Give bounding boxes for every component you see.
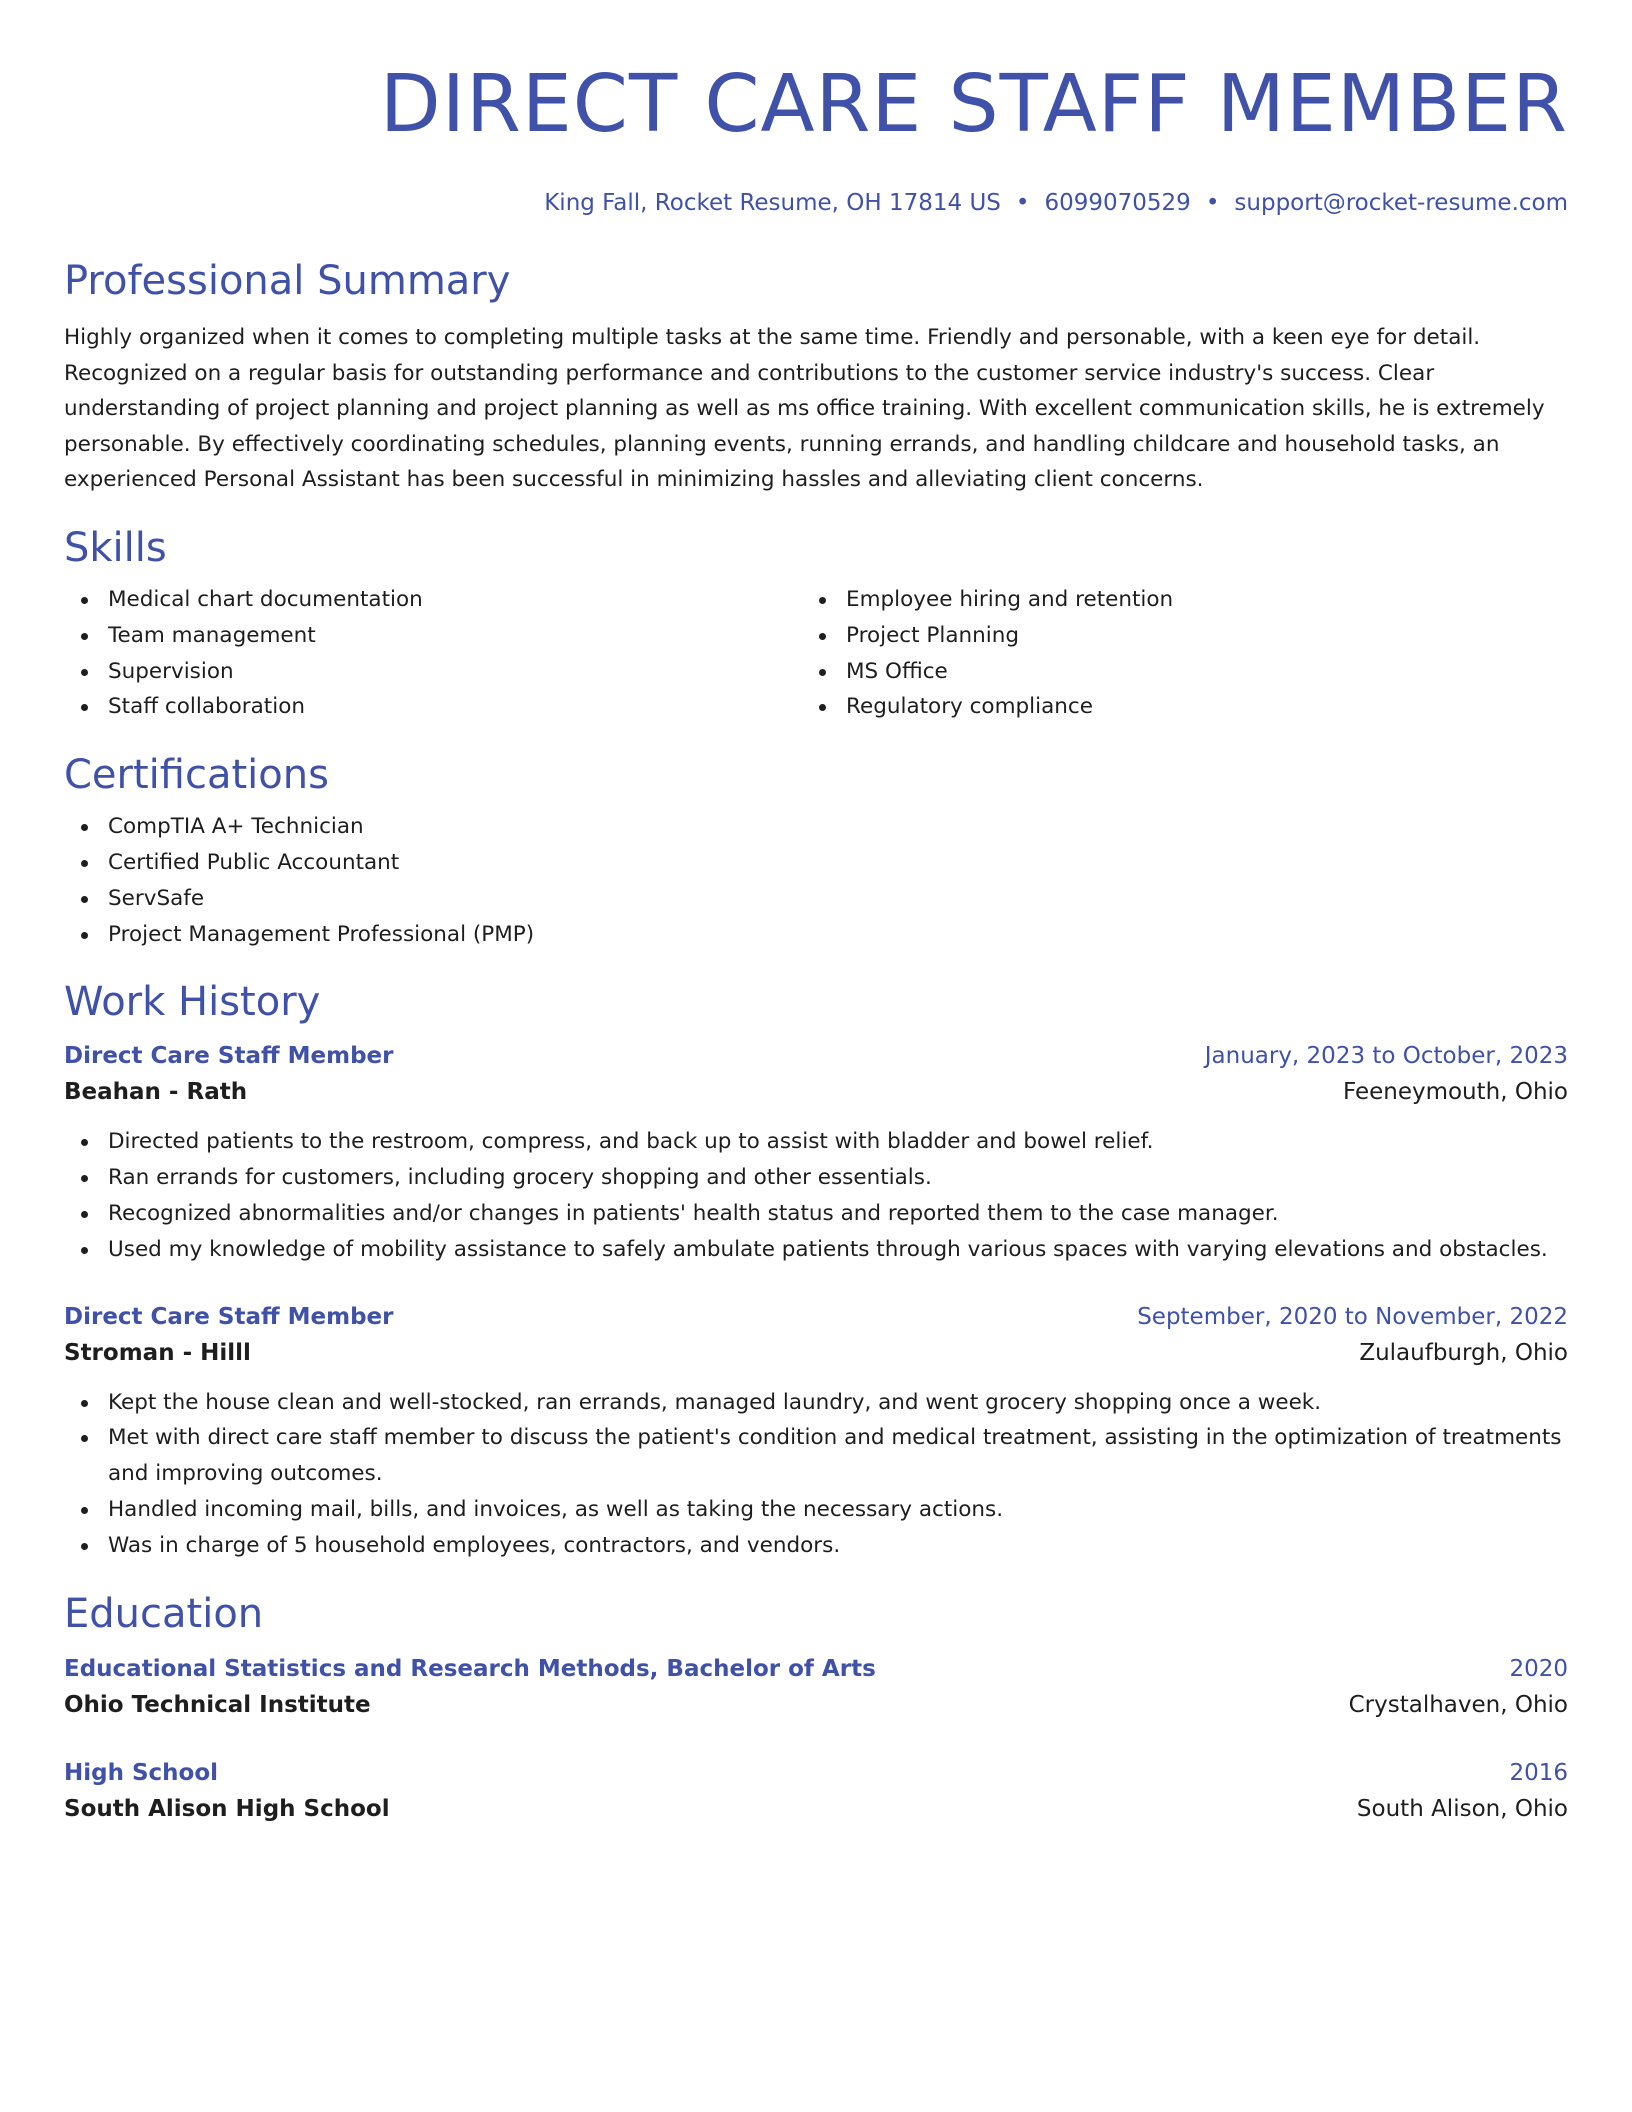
job-header-row [64, 1039, 1568, 1073]
education-location: Crystalhaven, Ohio [1348, 1691, 1568, 1718]
job-location: Feeneymouth, Ohio [1342, 1079, 1568, 1106]
contact-email[interactable]: support@rocket-resume.com [1234, 190, 1568, 216]
certification-item: ServSafe [64, 881, 1568, 917]
education-entry [64, 1756, 1568, 1828]
job-role: Direct Care Staff Member [64, 1043, 394, 1070]
education-degree: High School [64, 1759, 219, 1786]
job-location: Zulaufburgh, Ohio [1359, 1339, 1568, 1366]
summary-heading: Professional Summary [64, 258, 511, 304]
skill-item: MS Office [802, 654, 1568, 690]
education-school-row [64, 1790, 1568, 1828]
skill-item: Project Planning [802, 618, 1568, 654]
skills-list-left [64, 582, 802, 725]
job-entry [64, 1039, 1568, 1267]
education-entry [64, 1652, 1568, 1724]
job-company-row [64, 1334, 1568, 1372]
job-header-row [64, 1300, 1568, 1334]
job-bullet: Ran errands for customers, including grocery shopping and other essentials. [64, 1160, 1568, 1196]
job-bullet: Kept the house clean and well-stocked, ran errands, managed laundry, and went grocery shopping once a week. [64, 1385, 1568, 1421]
summary-section [64, 257, 1568, 498]
work-history-section [64, 978, 1568, 1563]
education-degree: Educational Statistics and Research Methods, Bachelor of Arts [64, 1655, 876, 1682]
certification-item: Certified Public Accountant [64, 845, 1568, 881]
job-dates: September, 2020 to November, 2022 [1137, 1303, 1568, 1330]
candidate-title: DIRECT CARE STAFF MEMBER [379, 58, 1568, 150]
skill-item: Staff collaboration [64, 689, 802, 725]
job-role: Direct Care Staff Member [64, 1303, 394, 1330]
contact-line [64, 188, 1568, 218]
job-entry [64, 1300, 1568, 1564]
work-history-heading: Work History [64, 979, 321, 1026]
contact-separator: • [1205, 190, 1220, 216]
skill-item: Supervision [64, 654, 802, 690]
certification-item: Project Management Professional (PMP) [64, 917, 1568, 953]
skills-list-right [802, 582, 1568, 725]
skills-heading: Skills [64, 524, 167, 571]
education-year: 2016 [1509, 1759, 1568, 1786]
education-year: 2020 [1509, 1655, 1568, 1682]
certification-item: CompTIA A+ Technician [64, 809, 1568, 845]
job-company: Stroman - Hilll [64, 1339, 251, 1366]
job-dates: January, 2023 to October, 2023 [1204, 1043, 1568, 1070]
certifications-list [64, 809, 1568, 952]
education-school-row [64, 1686, 1568, 1724]
skills-section [64, 524, 1568, 725]
skill-item: Team management [64, 618, 802, 654]
skill-item: Regulatory compliance [802, 689, 1568, 725]
job-bullet: Met with direct care staff member to discuss the patient's condition and medical treatment, assisting in the optimization of treatments and improving outcomes. [64, 1420, 1568, 1492]
certifications-section [64, 751, 1568, 952]
education-header-row [64, 1756, 1568, 1790]
job-bullet: Handled incoming mail, bills, and invoices, as well as taking the necessary actions. [64, 1492, 1568, 1528]
job-bullets [64, 1124, 1568, 1267]
contact-phone: 6099070529 [1044, 190, 1191, 216]
contact-separator: • [1015, 190, 1030, 216]
education-header-row [64, 1652, 1568, 1686]
education-school: Ohio Technical Institute [64, 1691, 371, 1718]
job-bullet: Used my knowledge of mobility assistance to safely ambulate patients through various spaces with varying elevations and obstacles. [64, 1232, 1568, 1268]
skills-grid [64, 582, 1568, 725]
education-school: South Alison High School [64, 1795, 390, 1822]
education-heading: Education [64, 1590, 264, 1637]
resume-header [64, 0, 1568, 218]
certifications-heading: Certifications [64, 752, 329, 799]
job-company-row [64, 1073, 1568, 1111]
job-bullet: Directed patients to the restroom, compress, and back up to assist with bladder and bowel relief. [64, 1124, 1568, 1160]
contact-address: King Fall, Rocket Resume, OH 17814 US [544, 190, 1001, 216]
education-section [64, 1590, 1568, 1828]
skill-item: Medical chart documentation [64, 582, 802, 618]
job-bullet: Recognized abnormalities and/or changes in patients' health status and reported them to the case manager. [64, 1196, 1568, 1232]
skill-item: Employee hiring and retention [802, 582, 1568, 618]
summary-text: Highly organized when it comes to completing multiple tasks at the same time. Friendly and personable, with a keen eye for detail. Recognized on a regular basis for outstanding performance and contributions to the customer service industry's success. Clear understanding of project planning and project planning as well as ms office training. With excellent communication skills, he is extremely personable. By effectively coordinating schedules, planning events, running errands, and handling childcare and household tasks, an experienced Personal Assistant has been successful in minimizing hassles and alleviating client concerns. [64, 325, 1545, 493]
job-company: Beahan - Rath [64, 1079, 248, 1106]
education-location: South Alison, Ohio [1356, 1795, 1568, 1822]
job-bullet: Was in charge of 5 household employees, contractors, and vendors. [64, 1528, 1568, 1564]
job-bullets [64, 1385, 1568, 1564]
